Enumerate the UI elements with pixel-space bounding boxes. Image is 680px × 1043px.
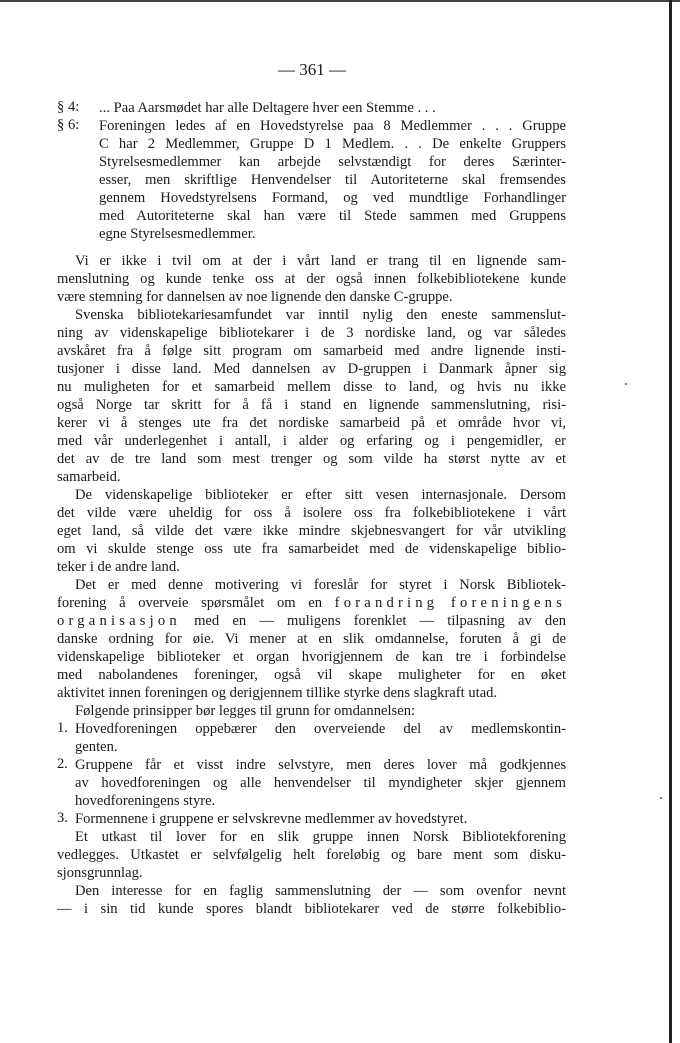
text-line: med nabolandenes foreninger, også vil skape muligheter for en øket bbox=[57, 667, 566, 683]
text-segment: med en — muligens forenklet — tilpasning av den bbox=[180, 613, 566, 629]
item-number: 1. bbox=[57, 720, 68, 736]
text-line: Formennene i gruppene er selvskrevne medlemmer av hovedstyret. bbox=[75, 811, 468, 827]
text-line: hovedforeningens styre. bbox=[75, 793, 216, 809]
text-line: aktivitet innen foreningen og derigjennem tillike styrke dens slagkraft utad. bbox=[57, 685, 498, 701]
text-line: genten. bbox=[75, 739, 118, 755]
paragraph bbox=[57, 828, 566, 882]
page-number: — 361 — bbox=[278, 60, 346, 79]
text-line: ning av videnskapelige bibliotekarer i de 3 nordiske land, og var således bbox=[57, 325, 566, 341]
section-label: § 4: bbox=[57, 99, 80, 115]
spaced-emphasis: forandring bbox=[334, 595, 439, 611]
text-line: Vi er ikke i tvil om at der i vårt land er trang til en lignende sam- bbox=[75, 253, 566, 269]
section-clause bbox=[57, 99, 566, 117]
text-line: videnskapelige biblioteker et organ hvorigjennem de kan tre i forbindelse bbox=[57, 649, 566, 665]
text-line: menslutning og kunde tenke oss at der også innen folkebibliotekene kunde bbox=[57, 271, 566, 287]
scan-edge-top bbox=[0, 0, 680, 2]
text-line: også Norge tar skritt for å få i stand en lignende sammenslutning, risi- bbox=[57, 397, 566, 413]
text-line: tusjoner i disse land. Med dannelsen av D-gruppen i Danmark åpner sig bbox=[57, 361, 566, 377]
scan-speck bbox=[660, 797, 662, 799]
section-clause bbox=[57, 117, 566, 243]
text-line: egne Styrelsesmedlemmer. bbox=[99, 226, 256, 242]
text-segment bbox=[438, 595, 451, 611]
page-body bbox=[57, 99, 566, 918]
scan-edge-right bbox=[669, 0, 672, 1043]
text-line: Et utkast til lover for en slik gruppe innen Norsk Bibliotekforening bbox=[75, 829, 566, 845]
text-line: det av de tre land som mest trenger og som vilde ha størst nytte av et bbox=[57, 451, 566, 467]
spaced-emphasis: organisasjon bbox=[57, 613, 181, 629]
text-line: nu muligheten for et samarbeid mellem disse to land, og hvis nu ikke bbox=[57, 379, 566, 395]
text-line: esser, men skriftlige Henvendelser til Autoriteterne skal fremsendes bbox=[99, 172, 566, 188]
text-line: Foreningen ledes af en Hovedstyrelse paa 8 Medlemmer . . . Gruppe bbox=[99, 118, 566, 134]
text-segment: forening å overveie spørsmålet om en bbox=[57, 595, 335, 611]
text-line: ... Paa Aarsmødet har alle Deltagere hver een Stemme . . . bbox=[99, 100, 436, 116]
spaced-emphasis: foreningens bbox=[450, 595, 566, 611]
text-line: være stemning for dannelsen av noe lignende den danske C-gruppe. bbox=[57, 289, 453, 305]
text-line: med vår underlegenhet i antall, i alder og erfaring og i pengemidler, er bbox=[57, 433, 566, 449]
text-line: samarbeid. bbox=[57, 469, 121, 485]
paragraph bbox=[57, 252, 566, 306]
text-line: teker i de andre land. bbox=[57, 559, 180, 575]
text-line: om vi skulde stenge oss ute fra samarbeidet med de videnskapelige biblio- bbox=[57, 541, 566, 557]
text-line: av hovedforeningen og alle henvendelser til myndigheter skjer gjennem bbox=[75, 775, 566, 791]
paragraph bbox=[57, 882, 566, 918]
paragraph bbox=[57, 306, 566, 486]
numbered-item bbox=[57, 810, 566, 828]
text-line: De videnskapelige biblioteker er efter sitt vesen internasjonale. Dersom bbox=[75, 487, 566, 503]
text-line: Svenska bibliotekariesamfundet var inntil nylig den eneste sammenslut- bbox=[75, 307, 566, 323]
text-line: avskåret fra å følge sitt program om samarbeid med andre lignende insti- bbox=[57, 343, 566, 359]
numbered-item bbox=[57, 756, 566, 810]
text-line bbox=[57, 612, 566, 630]
text-line: eget land, så vilde det være ikke mindre skjebnesvangert for vår utvikling bbox=[57, 523, 566, 539]
numbered-item bbox=[57, 720, 566, 756]
text-line: Følgende prinsipper bør legges til grunn for omdannelsen: bbox=[75, 703, 416, 719]
text-line: Hovedforeningen oppebærer den overveiende del av medlemskontin- bbox=[75, 721, 566, 737]
text-line bbox=[57, 594, 566, 612]
section-label: § 6: bbox=[57, 117, 80, 133]
text-line: sjonsgrunnlag. bbox=[57, 865, 143, 881]
text-line: vedlegges. Utkastet er selvfølgelig helt foreløbig og bare ment som disku- bbox=[57, 847, 566, 863]
paragraph bbox=[57, 702, 566, 720]
paragraph-gap bbox=[57, 243, 566, 252]
scan-speck bbox=[625, 383, 627, 385]
text-line: C har 2 Medlemmer, Gruppe D 1 Medlem. . . De enkelte Gruppers bbox=[99, 136, 566, 152]
text-line: Det er med denne motivering vi foreslår for styret i Norsk Bibliotek- bbox=[75, 577, 566, 593]
text-line: det vilde være uheldig for oss å isolere oss fra folkebibliotekene i vårt bbox=[57, 505, 566, 521]
text-line: kerer vi å stenges ute fra det nordiske samarbeid på et område hvor vi, bbox=[57, 415, 566, 431]
item-number: 2. bbox=[57, 756, 68, 772]
text-line: gennem Hovedstyrelsens Formand, og ved mundtlige Forhandlinger bbox=[99, 190, 566, 206]
text-line: danske ordning for øie. Vi mener at en slik omdannelse, foruten å gi de bbox=[57, 631, 566, 647]
text-line: Gruppene får et visst indre selvstyre, men deres lover må godkjennes bbox=[75, 757, 566, 773]
text-line: med Autoriteterne skal han være til Stede sammen med Gruppens bbox=[99, 208, 566, 224]
text-line: Styrelsesmedlemmer kan arbejde selvstændigt for deres Særinter- bbox=[99, 154, 566, 170]
paragraph bbox=[57, 486, 566, 576]
paragraph bbox=[57, 576, 566, 702]
text-line: Den interesse for en faglig sammenslutning der — som ovenfor nevnt bbox=[75, 883, 566, 899]
item-number: 3. bbox=[57, 810, 68, 826]
text-line: — i sin tid kunde spores blandt bibliotekarer ved de større folkebiblio- bbox=[57, 901, 566, 917]
